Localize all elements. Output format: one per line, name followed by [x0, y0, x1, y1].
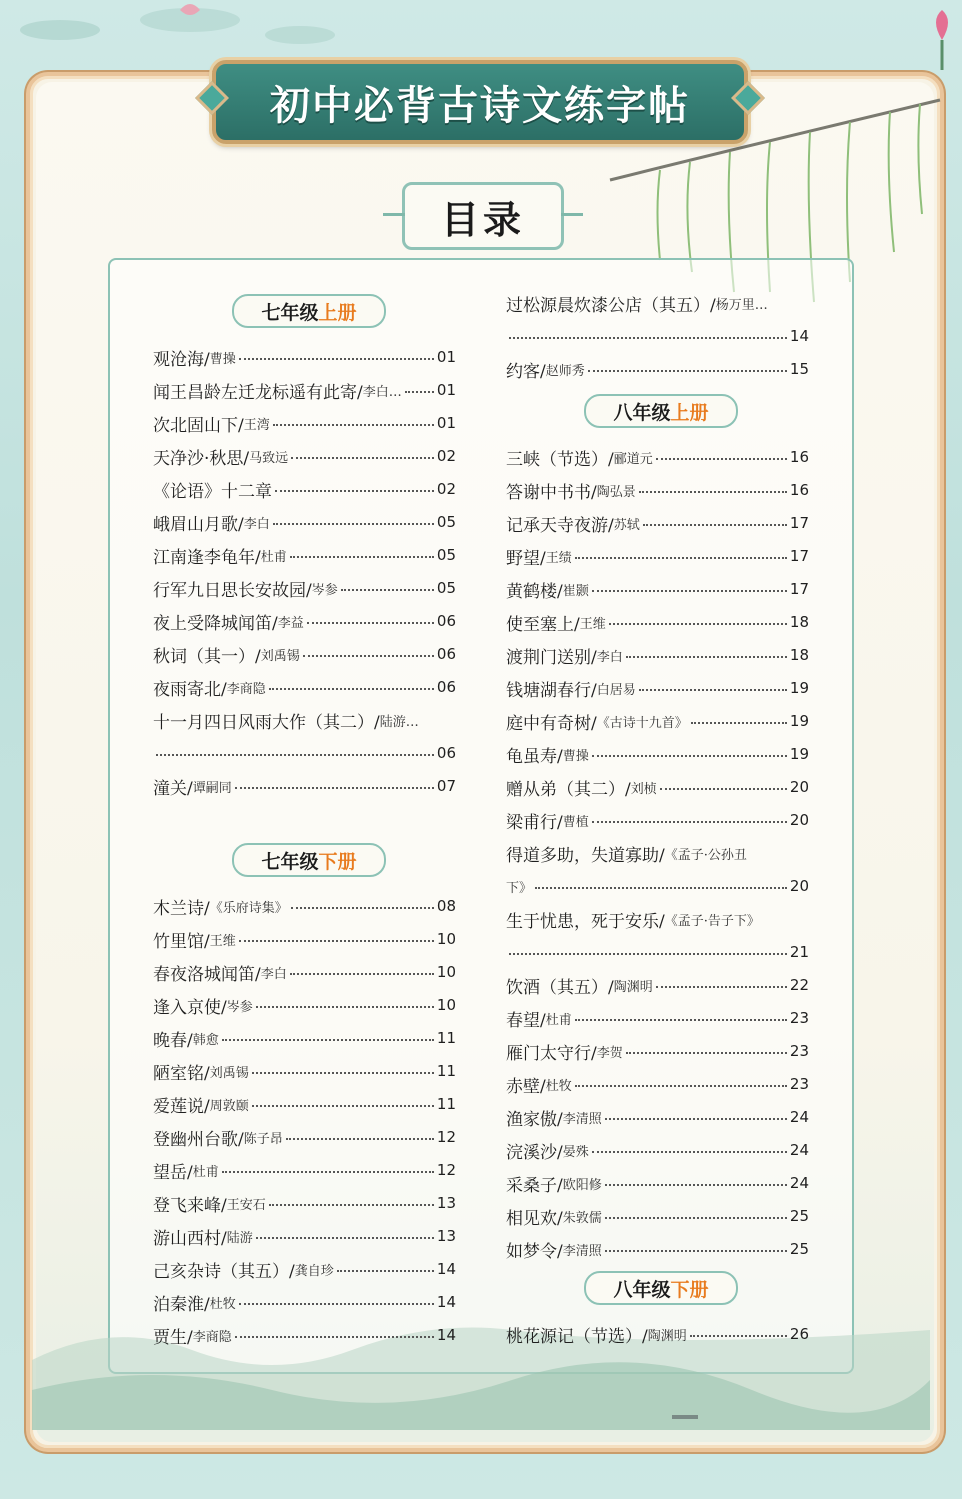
toc-entry: [506, 1003, 809, 1033]
entry-page-number: 25: [789, 1207, 809, 1225]
entry-title: 夜雨寄北/: [153, 679, 227, 700]
toc-entry: [153, 441, 456, 471]
entry-page-number: 06: [436, 744, 456, 762]
leader-dots: [535, 887, 787, 889]
entry-title: 得道多助，失道寡助/: [506, 845, 665, 866]
entry-title: 如梦令/: [506, 1241, 563, 1262]
toc-entry: [153, 1023, 456, 1053]
toc-entry: [506, 508, 809, 538]
toc-entry: [153, 606, 456, 636]
entry-title: 峨眉山月歌/: [153, 514, 244, 535]
entry-page-number: 01: [436, 348, 456, 366]
toc-entry: [153, 672, 456, 702]
entry-page-number: 20: [789, 778, 809, 796]
toc-entry: [506, 1069, 809, 1099]
entry-title: 游山西村/: [153, 1228, 227, 1249]
entry-author: 岑参: [311, 582, 338, 598]
entry-page-number: 14: [436, 1293, 456, 1311]
entry-author: 下》: [506, 880, 533, 896]
toc-entry: [153, 1221, 456, 1251]
toc-entry: [153, 408, 456, 438]
entry-author: 王湾: [243, 417, 270, 433]
term-label: 上册: [318, 301, 357, 324]
entry-page-number: 06: [436, 612, 456, 630]
entry-title: 饮酒（其五）/: [506, 977, 614, 998]
entry-page-number: 10: [436, 996, 456, 1014]
entry-author: 杨万里…: [715, 297, 768, 313]
entry-author: 《孟子·告子下》: [664, 913, 760, 929]
entry-author: 《古诗十九首》: [596, 715, 688, 731]
entry-author: 曹植: [562, 814, 589, 830]
entry-page-number: 08: [436, 897, 456, 915]
entry-page-number: 05: [436, 546, 456, 564]
entry-author: 李商隐: [226, 681, 266, 697]
toc-entry: [506, 442, 809, 472]
entry-page-number: 10: [436, 963, 456, 981]
entry-title: 相见欢/: [506, 1208, 563, 1229]
leader-dots: [307, 622, 434, 624]
leader-dots: [605, 1118, 787, 1120]
grade-label: 八年级: [613, 1278, 671, 1301]
entry-title: 龟虽寿/: [506, 746, 563, 767]
entry-title: 钱塘湖春行/: [506, 680, 597, 701]
entry-page-number: 12: [436, 1128, 456, 1146]
leader-dots: [252, 1105, 434, 1107]
entry-author: 王维: [579, 616, 606, 632]
entry-page-number: 12: [436, 1161, 456, 1179]
toc-entry: [506, 904, 809, 934]
leader-dots: [290, 973, 434, 975]
entry-title: 次北固山下/: [153, 415, 244, 436]
entry-title: 行军九日思长安故园/: [153, 580, 312, 601]
entry-page-number: 24: [789, 1141, 809, 1159]
entry-title: 观沧海/: [153, 349, 210, 370]
entry-title: 闻王昌龄左迁龙标遥有此寄/: [153, 382, 363, 403]
entry-title: 野望/: [506, 548, 546, 569]
entry-author: 谭嗣同: [192, 780, 232, 796]
entry-author: 李清照: [562, 1243, 602, 1259]
leader-dots: [239, 940, 434, 942]
entry-page-number: 05: [436, 579, 456, 597]
entry-author: 曹操: [562, 748, 589, 764]
grade-label: 七年级: [261, 850, 319, 873]
entry-author: 周敦颐: [209, 1098, 249, 1114]
entry-title: 竹里馆/: [153, 931, 210, 952]
toc-entry: [506, 838, 809, 868]
toc-entry: [153, 705, 456, 735]
entry-author: 晏殊: [562, 1144, 589, 1160]
entry-title: 春望/: [506, 1010, 546, 1031]
entry-author: 陆游: [226, 1230, 253, 1246]
leader-dots: [273, 424, 434, 426]
entry-author: 李清照: [562, 1111, 602, 1127]
entry-page-number: 24: [789, 1174, 809, 1192]
entry-page-number: 10: [436, 930, 456, 948]
entry-title: 登飞来峰/: [153, 1195, 227, 1216]
toc-entry: [153, 342, 456, 372]
entry-author: 杜甫: [260, 549, 287, 565]
entry-author: 李商隐: [192, 1329, 232, 1345]
entry-title: 三峡（节选）/: [506, 449, 614, 470]
leader-dots: [156, 754, 434, 756]
toc-title: 目录: [440, 196, 525, 242]
entry-author: 曹操: [209, 351, 236, 367]
grade-label: 七年级: [261, 301, 319, 324]
entry-title: 逢入京使/: [153, 997, 227, 1018]
leader-dots: [256, 1006, 434, 1008]
entry-page-number: 18: [789, 613, 809, 631]
entry-title: 过松源晨炊漆公店（其五）/: [506, 295, 716, 316]
entry-author: 李白: [260, 966, 287, 982]
toc-entry: [153, 924, 456, 954]
toc-entry: [153, 507, 456, 537]
entry-title: 雁门太守行/: [506, 1043, 597, 1064]
toc-entry: [153, 474, 456, 504]
entry-page-number: 14: [436, 1326, 456, 1344]
section-grade7-vol2: [232, 843, 386, 877]
leader-dots: [239, 1303, 434, 1305]
leader-dots: [575, 1085, 787, 1087]
entry-title: 晚春/: [153, 1030, 193, 1051]
leader-dots: [605, 1250, 787, 1252]
leader-dots: [509, 953, 787, 955]
entry-page-number: 14: [436, 1260, 456, 1278]
entry-title: 梁甫行/: [506, 812, 563, 833]
entry-title: 使至塞上/: [506, 614, 580, 635]
toc-entry: [506, 673, 809, 703]
entry-author: 杜牧: [545, 1078, 572, 1094]
toc-entry: [153, 1188, 456, 1218]
leader-dots: [235, 787, 434, 789]
entry-page-number: 11: [436, 1062, 456, 1080]
toc-entry: [506, 574, 809, 604]
toc-entry: [153, 1320, 456, 1350]
entry-page-number: 20: [789, 811, 809, 829]
toc-entry: [153, 1056, 456, 1086]
entry-page-number: 17: [789, 580, 809, 598]
toc-entry: [506, 1319, 809, 1349]
leader-dots: [273, 523, 434, 525]
leader-dots: [290, 556, 434, 558]
toc-entry: [506, 1234, 809, 1264]
entry-page-number: 19: [789, 679, 809, 697]
toc-entry: [506, 640, 809, 670]
toc-entry: [153, 891, 456, 921]
toc-entry: [506, 739, 809, 769]
entry-title: 《论语》十二章: [153, 481, 272, 502]
toc-entry: [506, 321, 809, 351]
entry-author: 王安石: [226, 1197, 266, 1213]
toc-entry: [506, 288, 809, 318]
entry-author: 王维: [209, 933, 236, 949]
entry-author: 朱敦儒: [562, 1210, 602, 1226]
leader-dots: [588, 370, 787, 372]
entry-page-number: 18: [789, 646, 809, 664]
toc-entry: [153, 1254, 456, 1284]
leader-dots: [269, 1204, 434, 1206]
toc-entry: [153, 639, 456, 669]
entry-title: 浣溪沙/: [506, 1142, 563, 1163]
entry-page-number: 02: [436, 447, 456, 465]
toc-entry: [153, 1287, 456, 1317]
leader-dots: [639, 491, 787, 493]
toc-entry: [153, 573, 456, 603]
entry-page-number: 15: [789, 360, 809, 378]
entry-title: 贾生/: [153, 1327, 193, 1348]
entry-title: 渔家傲/: [506, 1109, 563, 1130]
entry-title: 十一月四日风雨大作（其二）/: [153, 712, 380, 733]
grade-label: 八年级: [613, 401, 671, 424]
entry-title: 秋词（其一）/: [153, 646, 261, 667]
entry-page-number: 19: [789, 712, 809, 730]
entry-title: 赤壁/: [506, 1076, 546, 1097]
entry-page-number: 19: [789, 745, 809, 763]
leader-dots: [222, 1171, 434, 1173]
toc-entry: [506, 1168, 809, 1198]
toc-entry: [153, 957, 456, 987]
entry-page-number: 23: [789, 1009, 809, 1027]
toc-entry: [153, 738, 456, 768]
entry-author: 韩愈: [192, 1032, 219, 1048]
leader-dots: [291, 907, 434, 909]
entry-title: 黄鹤楼/: [506, 581, 563, 602]
leader-dots: [269, 688, 434, 690]
leader-dots: [592, 590, 787, 592]
entry-page-number: 21: [789, 943, 809, 961]
entry-author: 白居易: [596, 682, 636, 698]
toc-entry: [506, 607, 809, 637]
entry-author: 李白…: [362, 384, 402, 400]
entry-page-number: 01: [436, 414, 456, 432]
toc-entry: [506, 1201, 809, 1231]
term-label: 上册: [670, 401, 709, 424]
term-label: 下册: [670, 1278, 709, 1301]
entry-page-number: 11: [436, 1095, 456, 1113]
entry-author: 李益: [277, 615, 304, 631]
leader-dots: [656, 458, 787, 460]
section-grade7-vol1: [232, 294, 386, 328]
toc-entry: [153, 375, 456, 405]
entry-author: 李贺: [596, 1045, 623, 1061]
entry-author: 《孟子·公孙丑: [664, 847, 747, 863]
entry-author: 王绩: [545, 550, 572, 566]
entry-title: 天净沙·秋思/: [153, 448, 250, 469]
lotus-flower-decoration: [922, 0, 962, 70]
toc-entry: [153, 1089, 456, 1119]
leader-dots: [592, 1151, 787, 1153]
entry-title: 桃花源记（节选）/: [506, 1326, 648, 1347]
lotus-pond-decoration: [0, 0, 360, 60]
leader-dots: [592, 755, 787, 757]
toc-entry: [506, 541, 809, 571]
entry-author: 刘禹锡: [260, 648, 300, 664]
entry-page-number: 16: [789, 481, 809, 499]
toc-heading: [402, 182, 564, 250]
toc-entry: [506, 805, 809, 835]
entry-author: 苏轼: [613, 517, 640, 533]
entry-title: 爱莲说/: [153, 1096, 210, 1117]
leader-dots: [656, 986, 787, 988]
entry-page-number: 11: [436, 1029, 456, 1047]
leader-dots: [626, 656, 787, 658]
entry-page-number: 13: [436, 1194, 456, 1212]
entry-title: 赠从弟（其二）/: [506, 779, 631, 800]
entry-title: 答谢中书书/: [506, 482, 597, 503]
entry-title: 己亥杂诗（其五）/: [153, 1261, 295, 1282]
entry-page-number: 26: [789, 1325, 809, 1343]
entry-title: 约客/: [506, 361, 546, 382]
entry-page-number: 14: [789, 327, 809, 345]
entry-title: 记承天寺夜游/: [506, 515, 614, 536]
entry-page-number: 24: [789, 1108, 809, 1126]
leader-dots: [639, 689, 787, 691]
entry-author: 杜甫: [192, 1164, 219, 1180]
toc-entry: [153, 1122, 456, 1152]
leader-dots: [643, 524, 787, 526]
entry-author: 马致远: [249, 450, 289, 466]
toc-entry: [506, 354, 809, 384]
entry-author: 《乐府诗集》: [209, 900, 288, 916]
entry-title: 望岳/: [153, 1162, 193, 1183]
entry-author: 陈子昂: [243, 1131, 283, 1147]
entry-title: 春夜洛城闻笛/: [153, 964, 261, 985]
toc-entry: [506, 937, 809, 967]
leader-dots: [337, 1270, 434, 1272]
entry-author: 陶渊明: [613, 979, 653, 995]
entry-author: 杜牧: [209, 1296, 236, 1312]
entry-title: 泊秦淮/: [153, 1294, 210, 1315]
entry-title: 木兰诗/: [153, 898, 210, 919]
leader-dots: [660, 788, 787, 790]
entry-page-number: 17: [789, 514, 809, 532]
toc-entry: [153, 540, 456, 570]
entry-author: 陆游…: [379, 714, 419, 730]
leader-dots: [235, 1336, 434, 1338]
entry-page-number: 05: [436, 513, 456, 531]
leader-dots: [575, 1019, 787, 1021]
toc-entry: [506, 871, 809, 901]
leader-dots: [575, 557, 787, 559]
leader-dots: [405, 391, 434, 393]
leader-dots: [252, 1072, 434, 1074]
entry-title: 生于忧患，死于安乐/: [506, 911, 665, 932]
toc-entry: [506, 706, 809, 736]
section-grade8-vol2: [584, 1271, 738, 1305]
section-grade8-vol1: [584, 394, 738, 428]
entry-page-number: 01: [436, 381, 456, 399]
entry-page-number: 23: [789, 1075, 809, 1093]
entry-title: 采桑子/: [506, 1175, 563, 1196]
entry-author: 赵师秀: [545, 363, 585, 379]
entry-page-number: 02: [436, 480, 456, 498]
toc-entry: [153, 1155, 456, 1185]
leader-dots: [256, 1237, 434, 1239]
entry-page-number: 16: [789, 448, 809, 466]
toc-entry: [153, 990, 456, 1020]
leader-dots: [291, 457, 434, 459]
toc-entry: [506, 1036, 809, 1066]
banner-title: 初中必背古诗文练字帖: [270, 81, 690, 129]
toc-entry: [506, 970, 809, 1000]
leader-dots: [509, 337, 787, 339]
entry-page-number: 07: [436, 777, 456, 795]
entry-author: 李白: [596, 649, 623, 665]
leader-dots: [605, 1217, 787, 1219]
toc-entry: [153, 771, 456, 801]
entry-author: 郦道元: [613, 451, 653, 467]
entry-title: 江南逢李龟年/: [153, 547, 261, 568]
toc-entry: [506, 1135, 809, 1165]
entry-title: 夜上受降城闻笛/: [153, 613, 278, 634]
toc-entry: [506, 772, 809, 802]
leader-dots: [303, 655, 434, 657]
entry-author: 龚自珍: [294, 1263, 334, 1279]
leader-dots: [222, 1039, 434, 1041]
leader-dots: [286, 1138, 434, 1140]
leader-dots: [626, 1052, 787, 1054]
leader-dots: [691, 722, 787, 724]
leader-dots: [341, 589, 434, 591]
entry-title: 潼关/: [153, 778, 193, 799]
entry-author: 刘禹锡: [209, 1065, 249, 1081]
leader-dots: [239, 358, 434, 360]
entry-author: 杜甫: [545, 1012, 572, 1028]
leader-dots: [690, 1335, 787, 1337]
entry-author: 刘桢: [630, 781, 657, 797]
entry-page-number: 06: [436, 645, 456, 663]
entry-author: 陶渊明: [647, 1328, 687, 1344]
title-banner: [212, 60, 748, 144]
entry-author: 岑参: [226, 999, 253, 1015]
entry-title: 陋室铭/: [153, 1063, 210, 1084]
entry-author: 崔颢: [562, 583, 589, 599]
entry-page-number: 23: [789, 1042, 809, 1060]
leader-dots: [592, 821, 787, 823]
toc-entry: [506, 1102, 809, 1132]
entry-page-number: 25: [789, 1240, 809, 1258]
entry-author: 李白: [243, 516, 270, 532]
entry-page-number: 13: [436, 1227, 456, 1245]
toc-entry: [506, 475, 809, 505]
entry-title: 庭中有奇树/: [506, 713, 597, 734]
entry-page-number: 17: [789, 547, 809, 565]
entry-page-number: 22: [789, 976, 809, 994]
leader-dots: [605, 1184, 787, 1186]
entry-author: 陶弘景: [596, 484, 636, 500]
entry-author: 欧阳修: [562, 1177, 602, 1193]
entry-title: 渡荆门送别/: [506, 647, 597, 668]
leader-dots: [609, 623, 787, 625]
entry-page-number: 20: [789, 877, 809, 895]
entry-title: 登幽州台歌/: [153, 1129, 244, 1150]
entry-page-number: 06: [436, 678, 456, 696]
leader-dots: [275, 490, 434, 492]
term-label: 下册: [318, 850, 357, 873]
